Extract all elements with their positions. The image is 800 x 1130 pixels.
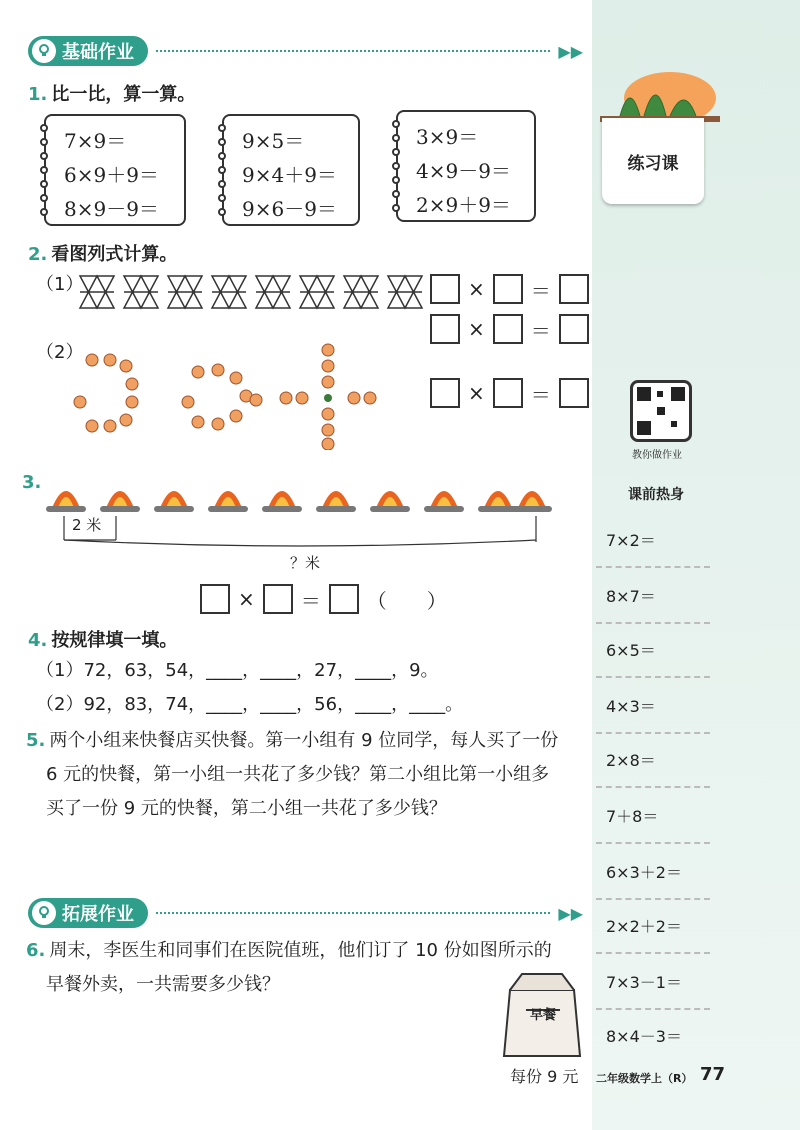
- answer-box[interactable]: [493, 274, 523, 304]
- sequence-line-1[interactable]: （1）72，63，54，____，____，27，____，9。: [36, 660, 439, 681]
- part-1-label: （1）: [36, 274, 84, 295]
- question-5: 5. 两个小组来快餐店买快餐。第一小组有 9 位同学，每人买了一份 6 元的快餐，第一小组一共花了多少钱？第二小组比第一小组多 买了一份 9 元的快餐，第二小组一共花了多少钱？: [26, 724, 586, 826]
- answer-box[interactable]: [559, 378, 589, 408]
- answer-box[interactable]: [493, 314, 523, 344]
- part-2-label: （2）: [36, 342, 84, 363]
- expression: 8×9－9＝: [64, 197, 159, 221]
- equation-row: × ＝: [430, 314, 589, 344]
- divider: [596, 1008, 710, 1010]
- question-text: 早餐外卖，一共需要多少钱？: [46, 974, 280, 995]
- distance-label: 2 米: [72, 516, 102, 534]
- unit-paren[interactable]: （ ）: [366, 588, 447, 613]
- exercise-card-3: [396, 110, 536, 222]
- hexagram-icon: [298, 274, 336, 310]
- divider: [596, 898, 710, 900]
- book-title: 二年级数学上（R）: [596, 1072, 693, 1085]
- expression: 9×5＝: [242, 129, 305, 153]
- warmup-item: 7＋8＝: [606, 807, 659, 826]
- divider: [156, 912, 550, 914]
- expression: 2×9＋9＝: [416, 193, 511, 217]
- answer-box[interactable]: [263, 584, 293, 614]
- lightbulb-icon: [32, 39, 56, 63]
- divider: [596, 952, 710, 954]
- warmup-item: 7×3－1＝: [606, 973, 682, 992]
- hexagram-icon: [122, 274, 160, 310]
- campfire-icon: [46, 491, 86, 512]
- question-text: 买了一份 9 元的快餐，第二小组一共花了多少钱？: [46, 798, 447, 819]
- expression: 3×9＝: [416, 125, 479, 149]
- sequence-line-2[interactable]: （2）92，83，74，____，____，56，____，____。: [36, 694, 464, 715]
- expression: 6×9＋9＝: [64, 163, 159, 187]
- expression: 4×9－9＝: [416, 159, 511, 183]
- question-2-title: 2. 看图列式计算。: [28, 244, 178, 265]
- hexagram-icon: [386, 274, 424, 310]
- section-header-extension: [28, 898, 583, 928]
- answer-box[interactable]: [559, 314, 589, 344]
- hexagram-icon: [342, 274, 380, 310]
- flower-groups-illustration: [70, 342, 380, 450]
- warmup-item: 2×2＋2＝: [606, 917, 682, 936]
- warmup-item: 6×5＝: [606, 641, 656, 660]
- divider: [156, 50, 550, 52]
- answer-box[interactable]: [200, 584, 230, 614]
- exercise-card-1: [44, 114, 186, 226]
- answer-box[interactable]: [493, 378, 523, 408]
- answer-box[interactable]: [559, 274, 589, 304]
- question-3-number: 3.: [22, 472, 42, 493]
- question-4-title: 4. 按规律填一填。: [28, 630, 178, 651]
- hexagram-icon: [254, 274, 292, 310]
- warmup-item: 8×4－3＝: [606, 1027, 682, 1046]
- section-title: 拓展作业: [62, 904, 134, 925]
- double-arrow-icon: ▶▶: [558, 903, 583, 923]
- question-text: 两个小组来快餐店买快餐。第一小组有 9 位同学，每人买了一份: [49, 730, 559, 751]
- bag-label: 早餐: [530, 1008, 557, 1023]
- divider: [596, 732, 710, 734]
- qr-caption: 教你做作业: [632, 450, 682, 461]
- answer-box[interactable]: [430, 314, 460, 344]
- qr-code-icon[interactable]: [630, 380, 692, 442]
- equation-row: × ＝: [430, 378, 589, 408]
- answer-box[interactable]: [329, 584, 359, 614]
- expression: 9×4＋9＝: [242, 163, 337, 187]
- lesson-tab: 练习课: [602, 118, 704, 204]
- lightbulb-icon: [32, 901, 56, 925]
- question-6: 6. 周末，李医生和同事们在医院值班，他们订了 10 份如图所示的 早餐外卖，一共需要多少钱？: [26, 934, 586, 1002]
- section-title: 基础作业: [62, 42, 134, 63]
- hexagram-icon: [166, 274, 204, 310]
- warmup-item: 8×7＝: [606, 587, 656, 606]
- divider: [596, 622, 710, 624]
- sidebar: [592, 0, 800, 1130]
- section-pill: [28, 36, 148, 66]
- unknown-distance-label: ？米: [290, 554, 321, 572]
- page-number: 77: [700, 1064, 726, 1085]
- warmup-title: 课前热身: [628, 487, 684, 503]
- question-text: 周末，李医生和同事们在医院值班，他们订了 10 份如图所示的: [49, 940, 552, 961]
- section-pill: [28, 898, 148, 928]
- expression: 7×9＝: [64, 129, 127, 153]
- hexagram-icon: [78, 274, 116, 310]
- section-header-basic: [28, 36, 583, 66]
- divider: [596, 786, 710, 788]
- equation-row: × ＝ （ ）: [200, 584, 447, 614]
- expression: 9×6－9＝: [242, 197, 337, 221]
- double-arrow-icon: ▶▶: [558, 41, 583, 61]
- exercise-card-2: [222, 114, 360, 226]
- distance-brackets: [60, 512, 540, 552]
- divider: [596, 566, 710, 568]
- answer-box[interactable]: [430, 274, 460, 304]
- hexagram-row: [78, 274, 424, 310]
- equation-row: × ＝: [430, 274, 589, 304]
- warmup-item: 2×8＝: [606, 751, 656, 770]
- warmup-item: 6×3＋2＝: [606, 863, 682, 882]
- question-text: 6 元的快餐，第一小组一共花了多少钱？第二小组比第一小组多: [46, 764, 550, 785]
- campfire-row: [44, 474, 554, 514]
- price-label: 每份 9 元: [510, 1067, 579, 1086]
- hexagram-icon: [210, 274, 248, 310]
- divider: [596, 676, 710, 678]
- warmup-item: 4×3＝: [606, 697, 656, 716]
- divider: [596, 842, 710, 844]
- warmup-item: 7×2＝: [606, 531, 656, 550]
- plant-illustration: [600, 60, 720, 122]
- answer-box[interactable]: [430, 378, 460, 408]
- question-1-title: 1. 比一比，算一算。: [28, 84, 196, 105]
